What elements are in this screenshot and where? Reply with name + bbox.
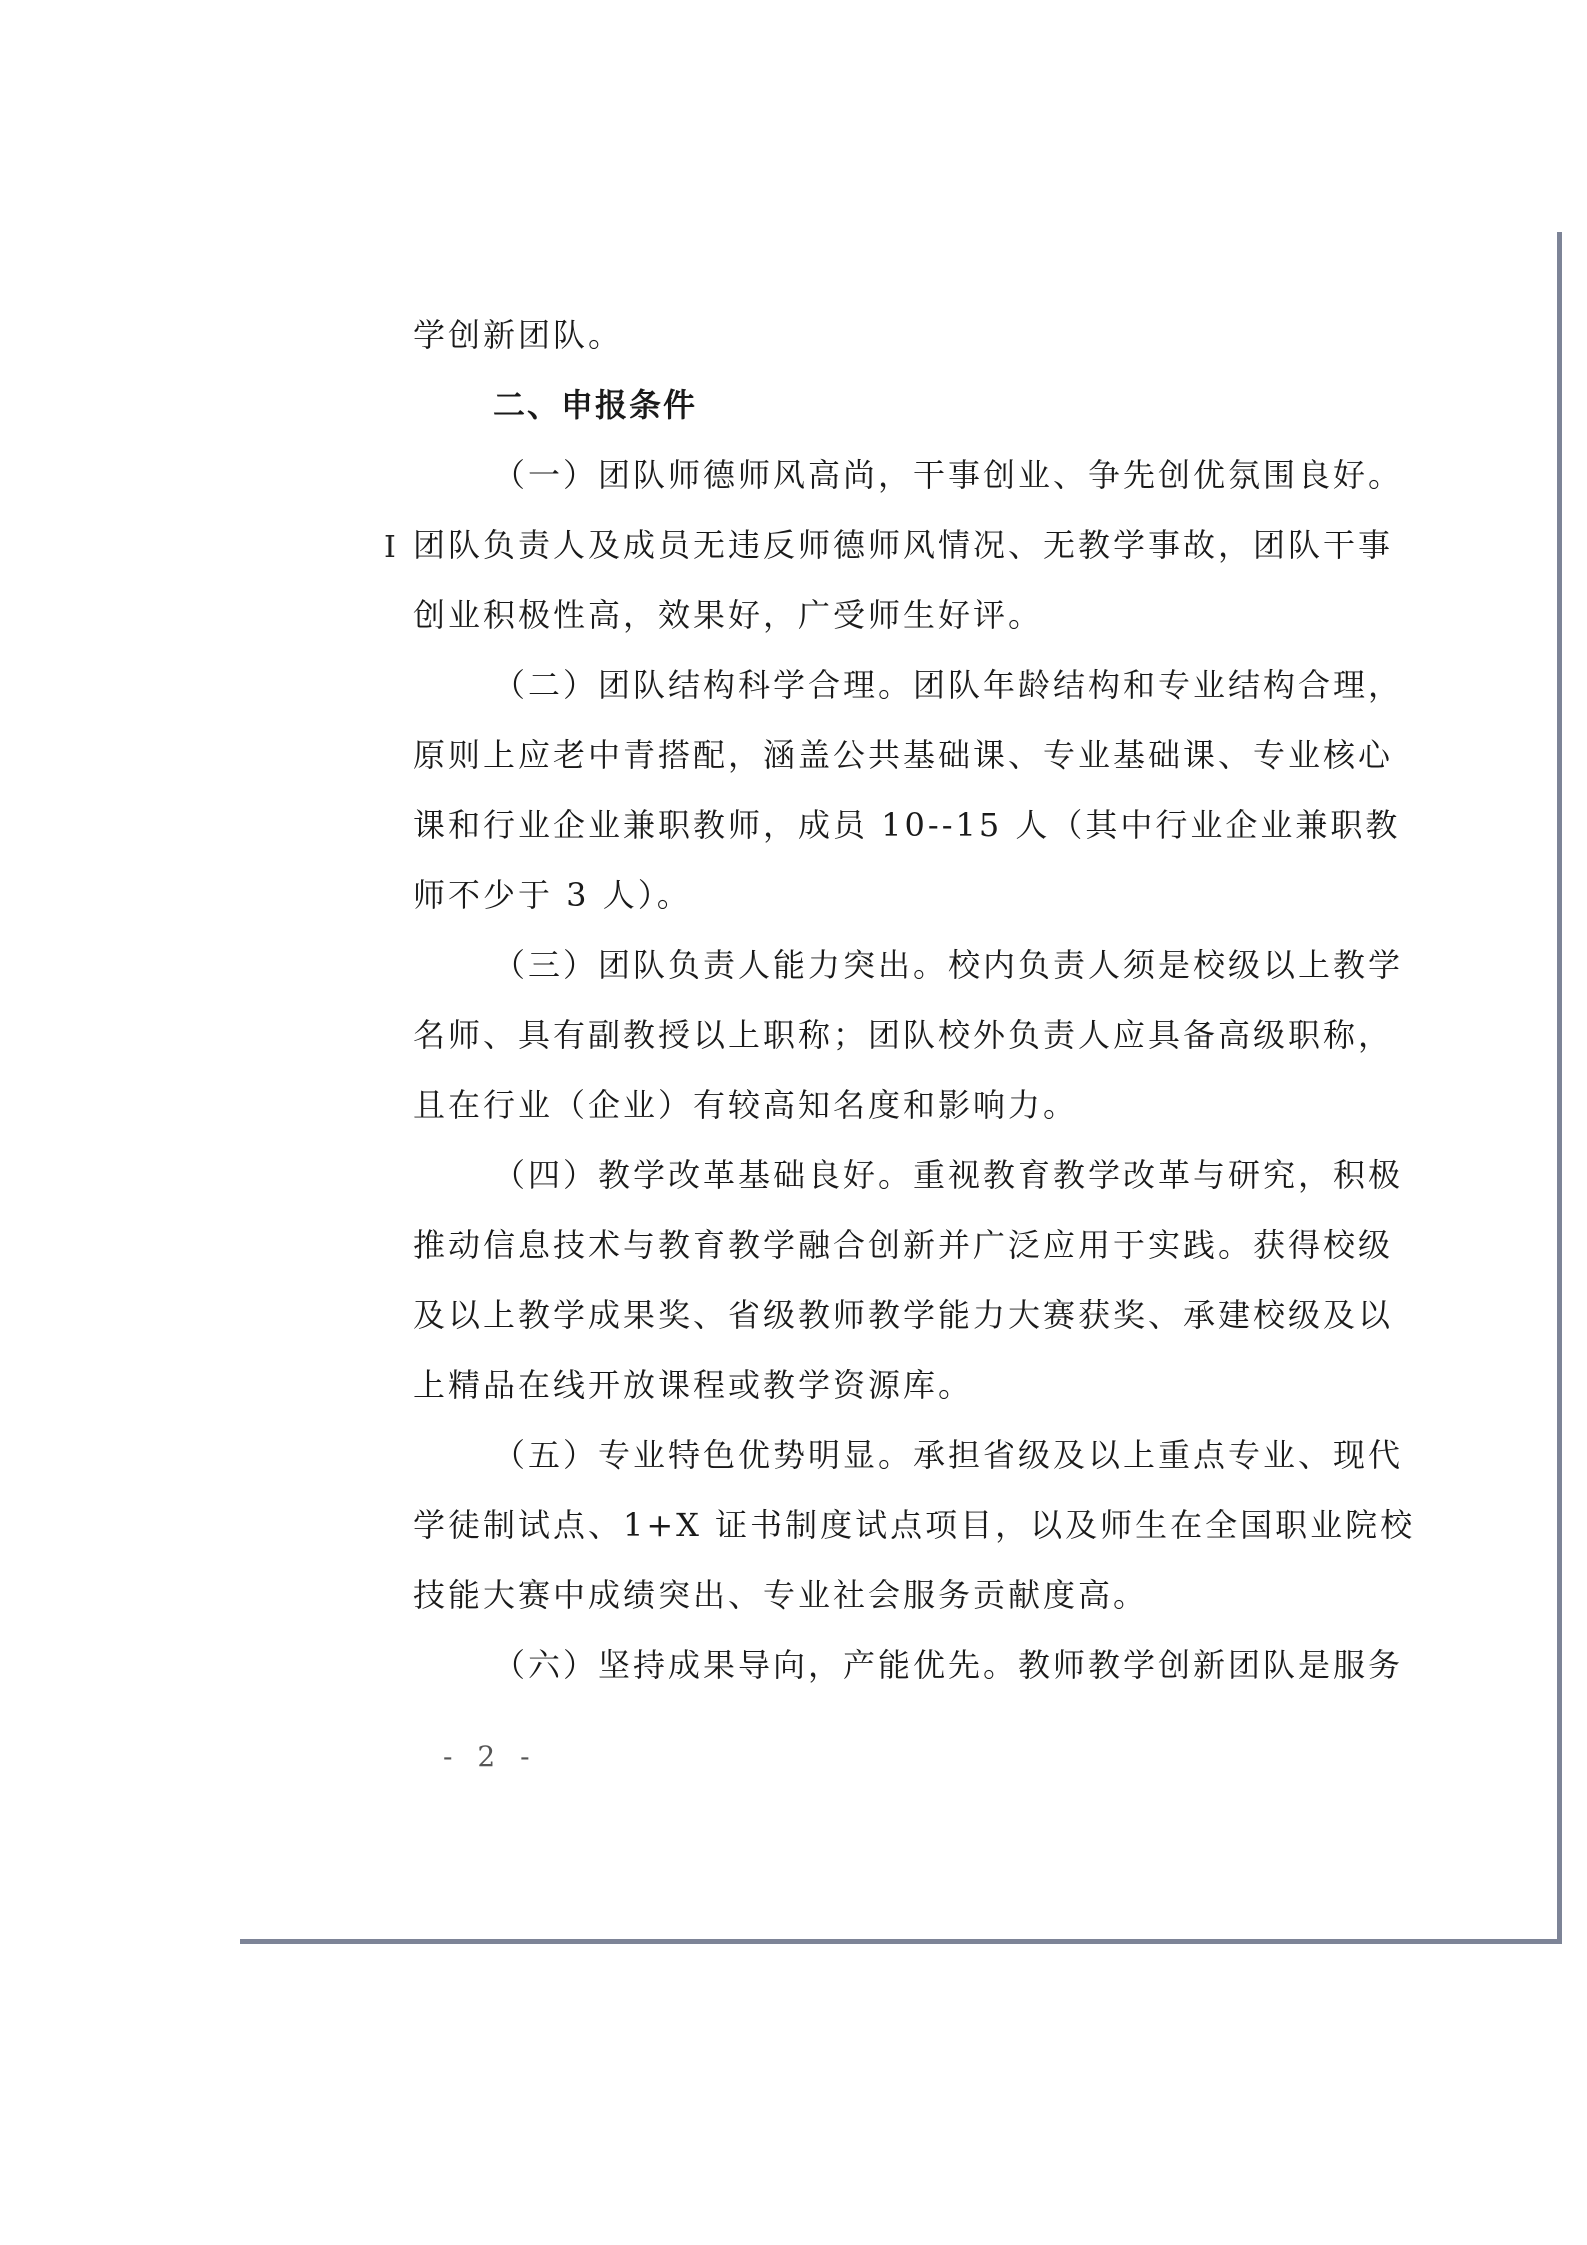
text-line: （三）团队负责人能力突出。校内负责人须是校级以上教学 <box>493 946 1404 984</box>
text-line: 课和行业企业兼职教师，成员 10--15 人（其中行业企业兼职教 <box>413 806 1401 844</box>
text-line: 名师、具有副教授以上职称；团队校外负责人应具备高级职称， <box>413 1016 1394 1054</box>
page-frame-right-edge <box>1557 232 1562 1944</box>
text-cursor-icon: I <box>384 530 396 565</box>
text-line: 团队负责人及成员无违反师德师风情况、无教学事故，团队干事 <box>413 526 1394 564</box>
text-line: （六）坚持成果导向，产能优先。教师教学创新团队是服务 <box>493 1646 1404 1684</box>
text-line: （五）专业特色优势明显。承担省级及以上重点专业、现代 <box>493 1436 1404 1474</box>
text-line: 学创新团队。 <box>413 316 624 354</box>
text-line: 且在行业（企业）有较高知名度和影响力。 <box>413 1086 1079 1124</box>
page-number: - 2 - <box>443 1740 538 1773</box>
section-heading: 二、申报条件 <box>493 386 698 424</box>
text-line: 学徒制试点、1+X 证书制度试点项目，以及师生在全国职业院校 <box>413 1506 1416 1544</box>
text-line: 上精品在线开放课程或教学资源库。 <box>413 1366 974 1404</box>
text-line: 技能大赛中成绩突出、专业社会服务贡献度高。 <box>413 1576 1149 1614</box>
text-line: 推动信息技术与教育教学融合创新并广泛应用于实践。获得校级 <box>413 1226 1394 1264</box>
text-line: （四）教学改革基础良好。重视教育教学改革与研究，积极 <box>493 1156 1404 1194</box>
text-line: 原则上应老中青搭配，涵盖公共基础课、专业基础课、专业核心 <box>413 736 1394 774</box>
text-line: 创业积极性高，效果好，广受师生好评。 <box>413 596 1044 634</box>
text-line: 师不少于 3 人）。 <box>413 876 692 914</box>
document-body <box>413 300 1416 1700</box>
text-line: 及以上教学成果奖、省级教师教学能力大赛获奖、承建校级及以 <box>413 1296 1394 1334</box>
page-frame-bottom-edge <box>240 1939 1562 1944</box>
text-line: （一）团队师德师风高尚，干事创业、争先创优氛围良好。 <box>493 456 1404 494</box>
text-line: （二）团队结构科学合理。团队年龄结构和专业结构合理， <box>493 666 1404 704</box>
